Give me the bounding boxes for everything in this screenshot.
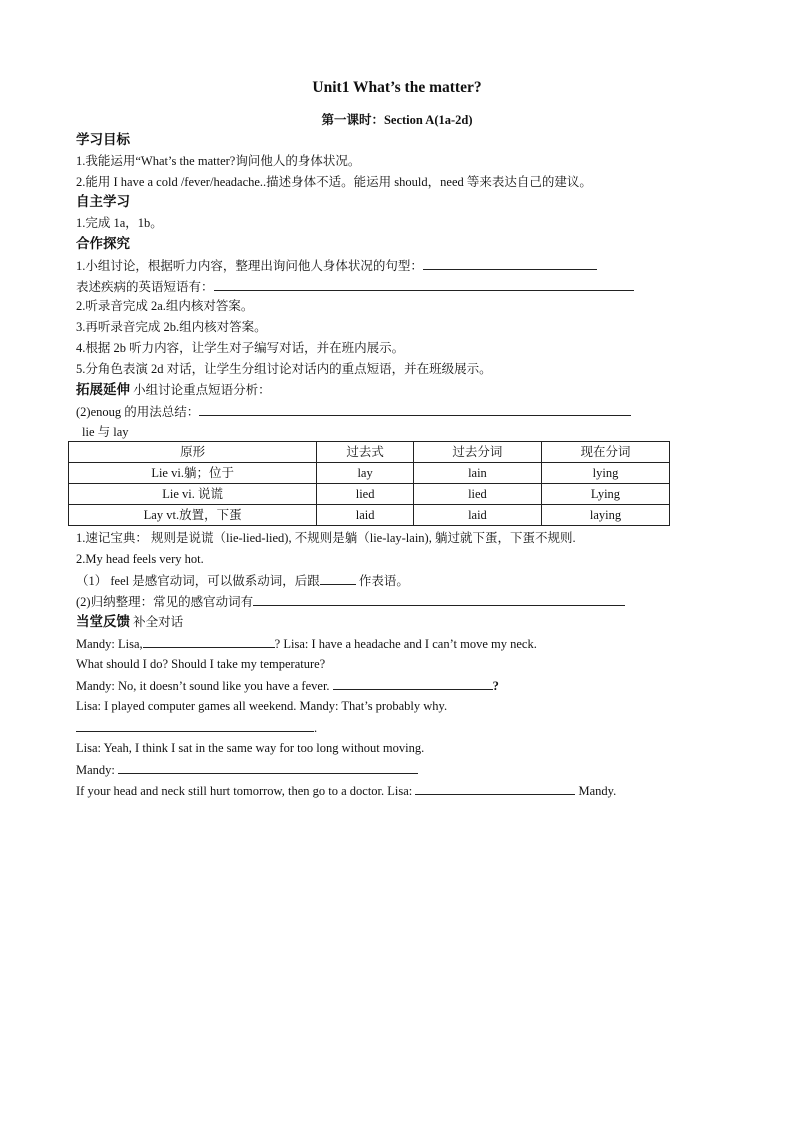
table-cell: lain xyxy=(413,463,541,484)
table-header: 过去式 xyxy=(317,442,414,463)
self-study-item-1: 1.完成 1a，1b。 xyxy=(76,216,163,230)
dialogue-text: Mandy: Lisa, xyxy=(76,637,143,651)
table-cell: Lay vt.放置，下蛋 xyxy=(69,505,317,526)
memo-line: 1.速记宝典： 规则是说谎（lie-lied-lied), 不规则是躺（lie-lay-lain), 躺过就下蛋，下蛋不规则. xyxy=(76,531,576,545)
feel-text-a: （1） feel 是感官动词，可以做系动词，后跟 xyxy=(76,574,320,588)
table-cell: lying xyxy=(541,463,669,484)
table-cell: Lying xyxy=(541,484,669,505)
cooperation-item-3: 3.再听录音完成 2b.组内核对答案。 xyxy=(76,320,267,334)
dialogue-line-6: Lisa: Yeah, I think I sat in the same way for too long without moving. xyxy=(76,741,425,755)
answer-blank[interactable] xyxy=(214,278,634,291)
page-subtitle: 第一课时：Section A(1a-2d) xyxy=(321,113,473,127)
goals-heading: 学习目标 xyxy=(76,132,130,147)
dialogue-line-3 xyxy=(76,677,499,694)
table-cell: lay xyxy=(317,463,414,484)
goal-item-2: 2.能用 I have a cold /fever/headache..描述身体不适。能运用 should，need 等来表达自己的建议。 xyxy=(76,175,592,189)
table-cell: laid xyxy=(413,505,541,526)
table-cell: lied xyxy=(317,484,414,505)
dialogue-text: Mandy: xyxy=(76,763,115,777)
extension-heading: 拓展延伸 xyxy=(76,382,130,397)
table-row xyxy=(69,505,670,526)
table-row xyxy=(69,484,670,505)
table-cell: Lie vi.躺；位于 xyxy=(69,463,317,484)
table-header: 现在分词 xyxy=(541,442,669,463)
answer-blank[interactable] xyxy=(423,257,597,270)
dialogue-text: Mandy. xyxy=(575,784,617,798)
dialogue-text: ? Lisa: I have a headache and I can’t move my neck. xyxy=(274,637,537,651)
answer-blank[interactable] xyxy=(415,782,575,795)
table-cell: Lie vi. 说谎 xyxy=(69,484,317,505)
dialogue-line-8 xyxy=(76,782,616,799)
cooperation-item-1-text: 1.小组讨论，根据听力内容，整理出询问他人身体状况的句型： xyxy=(76,259,423,273)
table-header: 原形 xyxy=(69,442,317,463)
feedback-heading-note: 补全对话 xyxy=(130,615,184,629)
cooperation-item-2: 2.听录音完成 2a.组内核对答案。 xyxy=(76,299,254,313)
page-title: Unit1 What’s the matter? xyxy=(312,79,482,96)
answer-blank[interactable] xyxy=(199,403,631,416)
cooperation-heading: 合作探究 xyxy=(76,236,130,251)
feel-text-b: 作表语。 xyxy=(355,574,409,588)
cooperation-item-4: 4.根据 2b 听力内容，让学生对子编写对话，并在班内展示。 xyxy=(76,341,405,355)
answer-blank[interactable] xyxy=(143,635,275,648)
table-header-row xyxy=(69,442,670,463)
dialogue-line-4: Lisa: I played computer games all weekend. Mandy: That’s probably why. xyxy=(76,699,448,713)
dialogue-line-1 xyxy=(76,635,537,652)
feedback-heading: 当堂反馈 xyxy=(76,614,130,629)
table-row xyxy=(69,463,670,484)
dialogue-line-5 xyxy=(76,719,317,736)
enough-text: (2)enoug 的用法总结： xyxy=(76,405,200,419)
table-cell: laying xyxy=(541,505,669,526)
feel-line xyxy=(76,572,409,589)
table-cell: lied xyxy=(413,484,541,505)
extension-heading-note: 小组讨论重点短语分析： xyxy=(130,383,271,397)
enough-line xyxy=(76,403,631,420)
lie-lay-table xyxy=(68,441,670,526)
answer-blank[interactable] xyxy=(118,761,418,774)
answer-blank[interactable] xyxy=(333,677,493,690)
table-header: 过去分词 xyxy=(413,442,541,463)
dialogue-text: ? xyxy=(492,679,499,693)
sentence-line: 2.My head feels very hot. xyxy=(76,552,204,566)
extension-line xyxy=(76,382,271,398)
answer-blank[interactable] xyxy=(320,572,356,585)
self-study-heading: 自主学习 xyxy=(76,194,130,209)
dialogue-line-7 xyxy=(76,761,418,778)
answer-blank[interactable] xyxy=(76,719,314,732)
table-cell: laid xyxy=(317,505,414,526)
summary-line xyxy=(76,593,625,610)
goal-item-1: 1.我能运用“What’s the matter?询问他人的身体状况。 xyxy=(76,154,361,168)
dialogue-text: If your head and neck still hurt tomorrow, then go to a doctor. Lisa: xyxy=(76,784,413,798)
dialogue-text: Mandy: No, it doesn’t sound like you have a fever. xyxy=(76,679,330,693)
cooperation-item-1b-text: 表述疾病的英语短语有： xyxy=(76,280,214,294)
feedback-line xyxy=(76,614,183,630)
dialogue-text: . xyxy=(314,721,318,735)
cooperation-item-1 xyxy=(76,257,597,274)
cooperation-item-5: 5.分角色表演 2d 对话，让学生分组讨论对话内的重点短语，并在班级展示。 xyxy=(76,362,492,376)
answer-blank[interactable] xyxy=(253,593,625,606)
lie-lay-caption: lie 与 lay xyxy=(82,425,129,439)
cooperation-item-1b xyxy=(76,278,634,295)
summary-text: (2)归纳整理：常见的感官动词有 xyxy=(76,595,254,609)
dialogue-line-2: What should I do? Should I take my temperature? xyxy=(76,657,326,671)
